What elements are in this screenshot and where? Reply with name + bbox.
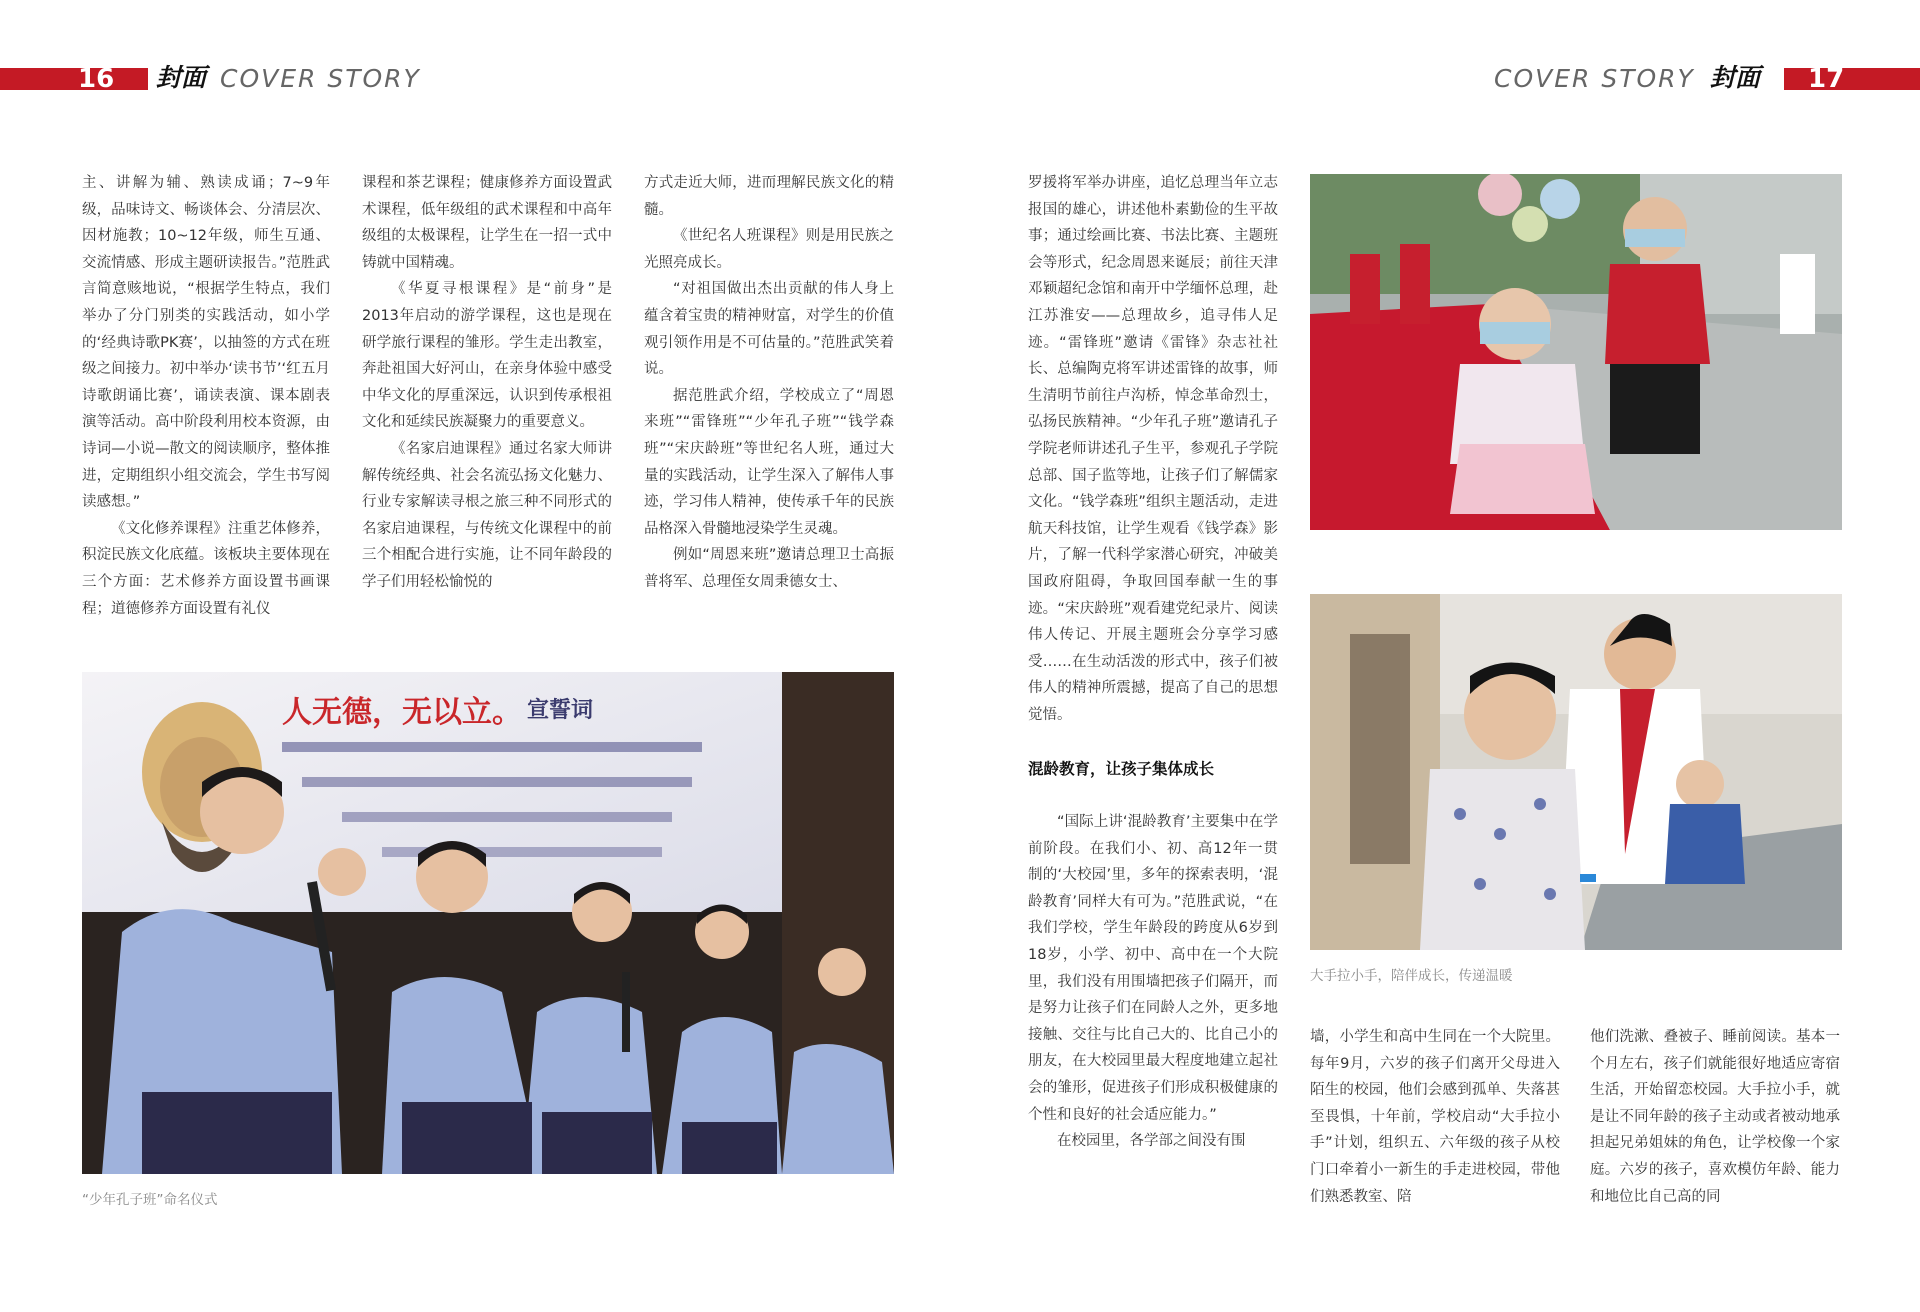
paragraph: 《世纪名人班课程》则是用民族之光照亮成长。 xyxy=(644,228,894,271)
paragraph: 方式走近大师，进而理解民族文化的精髓。 xyxy=(644,175,894,218)
text-column-1 xyxy=(82,170,330,630)
ceremony-photo xyxy=(82,672,894,1174)
section-title-cn-left: 封面 xyxy=(156,63,207,92)
ceremony-photo-caption: “少年孔子班”命名仪式 xyxy=(82,1192,218,1208)
paragraph: 墙，小学生和高中生同在一个大院里。每年9月，六岁的孩子们离开父母进入陌生的校园，他们会感到孤单、失落甚至畏惧，十年前，学校启动“大手拉小手”计划，组织五、六年级的孩子从校门口牵着小一新生的手走进校园，带他们熟悉教室、陪 xyxy=(1310,1029,1560,1205)
paragraph: “国际上讲‘混龄教育’主要集中在学前阶段。在我们小、初、高12年一贯制的‘大校园’里，多年的探索表明，‘混龄教育’同样大有可为。”范胜武说，“在我们学校，学生年龄段的跨度从6岁到18岁，小学、初中、高中在一个大院里，我们没有用围墙把孩子们隔开，而是努力让孩子们在同龄人之外，更多地接触、交往与比自己大的、比自己小的朋友，在大校园里最大程度地建立起社会的雏形，促进孩子们形成积极健康的个性和良好的社会适应能力。” xyxy=(1028,814,1278,1123)
header-bar-left xyxy=(0,68,148,90)
screen-title: 人无德，无以立。 xyxy=(282,695,522,730)
mentor-photo xyxy=(1310,594,1842,950)
section-title-en-right: COVER STORY xyxy=(1494,64,1695,93)
paragraph: 《名家启迪课程》通过名家大师讲解传统经典、社会名流弘扬文化魅力、行业专家解读寻根之旅三种不同形式的名家启迪课程，与传统文化课程中的前三个相配合进行实施，让不同年龄段的学子们用轻松愉悦的 xyxy=(362,440,612,590)
section-title-cn-right: 封面 xyxy=(1710,63,1761,92)
paragraph: 《华夏寻根课程》是“前身”是2013年启动的游学课程，这也是现在研学旅行课程的雏形。学生走出教室，奔赴祖国大好河山，在亲身体验中感受中华文化的厚重深远，认识到传承根祖文化和延续民族凝聚力的重要意义。 xyxy=(362,281,612,431)
text-column-5 xyxy=(1310,1024,1560,1218)
welcome-photo xyxy=(1310,174,1842,530)
paragraph: “对祖国做出杰出贡献的伟人身上蕴含着宝贵的精神财富，对学生的价值观引领作用是不可估量的。”范胜武笑着说。 xyxy=(644,281,894,378)
text-column-2 xyxy=(362,170,612,630)
text-column-3 xyxy=(644,170,894,630)
paragraph: 课程和茶艺课程；健康修养方面设置武术课程，低年级组的武术课程和中高年级组的太极课程，让学生在一招一式中铸就中国精魂。 xyxy=(362,175,612,271)
text-column-4 xyxy=(1028,170,1278,1216)
text-column-6 xyxy=(1590,1024,1840,1218)
header-bar-right xyxy=(1784,68,1920,90)
paragraph: 例如“周恩来班”邀请总理卫士高振普将军、总理侄女周秉德女士、 xyxy=(644,547,894,590)
page-number-left: 16 xyxy=(78,64,115,94)
paragraph: 他们洗漱、叠被子、睡前阅读。基本一个月左右，孩子们就能很好地适应寄宿生活，开始留恋校园。大手拉小手，就是让不同年龄的孩子主动或者被动地承担起兄弟姐妹的角色，让学校像一个家庭。六岁的孩子，喜欢模仿年龄、能力和地位比自己高的同 xyxy=(1590,1029,1840,1205)
subheading: 混龄教育，让孩子集体成长 xyxy=(1028,760,1215,779)
page-number-right: 17 xyxy=(1808,64,1845,94)
paragraph: 据范胜武介绍，学校成立了“周恩来班”“雷锋班”“少年孔子班”“钱学森班”“宋庆龄班”等世纪名人班，通过大量的实践活动，让学生深入了解伟人事迹，学习伟人精神，使传承千年的民族品格深入骨髓地浸染学生灵魂。 xyxy=(644,387,894,537)
screen-heading: 宣誓词 xyxy=(527,698,594,723)
section-title-en-left: COVER STORY xyxy=(220,64,421,93)
paragraph: 《文化修养课程》注重艺体修养，积淀民族文化底蕴。该板块主要体现在三个方面：艺术修养方面设置书画课程；道德修养方面设置有礼仪 xyxy=(82,520,330,617)
paragraph: 在校园里，各学部之间没有围 xyxy=(1057,1133,1246,1150)
mentor-photo-caption: 大手拉小手，陪伴成长，传递温暖 xyxy=(1310,968,1513,984)
paragraph: 主、讲解为辅、熟读成诵；7~9年级，品味诗文、畅谈体会、分清层次、因材施教；10~12年级，师生互通、交流情感、形成主题研读报告。”范胜武言简意赅地说，“根据学生特点，我们举办了分门别类的实践活动，如小学的‘经典诗歌PK赛’，以抽签的方式在班级之间接力。初中举办‘读书节’‘红五月诗歌朗诵比赛’，诵读表演、课本剧表演等活动。高中阶段利用校本资源，由诗词—小说—散文的阅读顺序，整体推进，定期组织小组交流会，学生书写阅读感想。” xyxy=(82,175,330,511)
paragraph: 罗援将军举办讲座，追忆总理当年立志报国的雄心，讲述他朴素勤俭的生平故事；通过绘画比赛、书法比赛、主题班会等形式，纪念周恩来诞辰；前往天津邓颖超纪念馆和南开中学缅怀总理，赴江苏淮安——总理故乡，追寻伟人足迹。“雷锋班”邀请《雷锋》杂志社社长、总编陶克将军讲述雷锋的故事，师生清明节前往卢沟桥，悼念革命烈士，弘扬民族精神。“少年孔子班”邀请孔子学院老师讲述孔子生平，参观孔子学院总部、国子监等地，让孩子们了解儒家文化。“钱学森班”组织主题活动，走进航天科技馆，让学生观看《钱学森》影片，了解一代科学家潜心研究，冲破美国政府阻碍，争取回国奉献一生的事迹。“宋庆龄班”观看建党纪录片、阅读伟人传记、开展主题班会分享学习感受……在生动活泼的形式中，孩子们被伟人的精神所震撼，提高了自己的思想觉悟。 xyxy=(1028,175,1278,723)
